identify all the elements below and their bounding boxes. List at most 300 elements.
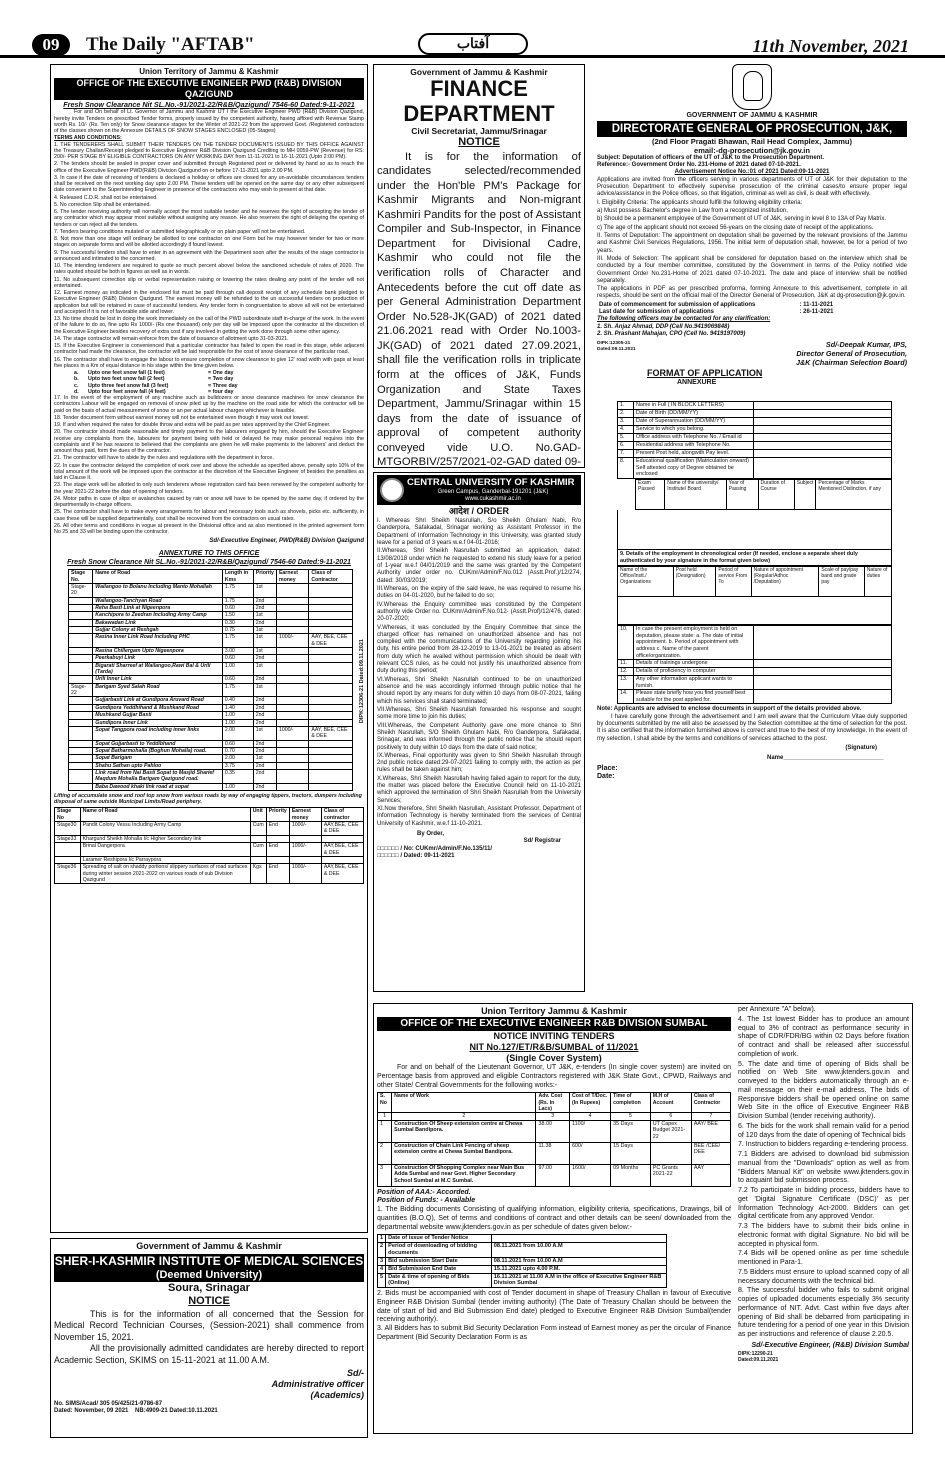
table-cell: 2.00 bbox=[222, 726, 253, 740]
paragraph: 16. The contractor shall have to engage the labour to ensure completion of snow clearance to give 12' road width with gaps at least five places in a Km of equal distance in his stage within the time given below. bbox=[54, 356, 364, 369]
table-cell: UT Capex Budget 2021-22 bbox=[650, 1120, 691, 1142]
newspaper-name: The Daily "AFTAB" bbox=[86, 34, 255, 55]
table-cell: 1 bbox=[378, 1120, 392, 1142]
sumbal-para-2: 2. Bids must be accompanied with cost of Tender document in shape of Treasury Challan in favour of Executive Engineer R&B Division Sumbal (tender inviting authority) (The Date of Treasury Challan should be between the date of start of bid and Bid Submission End date) pledged to Executive Engineer R&B Division Sumbal(tender receiving authority). bbox=[377, 1290, 731, 1324]
terms-list bbox=[54, 142, 364, 370]
column-header: Percentage of Marks Mentioned Distinction, if any bbox=[816, 479, 892, 509]
form-number: 8. bbox=[618, 458, 634, 479]
snow-timeline bbox=[74, 370, 364, 395]
form-row bbox=[618, 450, 892, 458]
date-cell: Date of commencement for submission of applications bbox=[599, 301, 756, 308]
table-cell: 1.00 bbox=[222, 662, 253, 676]
table-cell: Bigarati Sharreef at Wailangoo,Rawi Bal & Urili (Tarda) bbox=[93, 662, 223, 676]
table-cell: Bakawadan Link bbox=[93, 619, 223, 626]
table-cell: 0.60 bbox=[222, 605, 253, 612]
table-cell: Wailangoo-Tanchyan Road bbox=[93, 597, 223, 604]
column-number: 4 bbox=[570, 1113, 611, 1120]
table-cell bbox=[276, 655, 308, 662]
sumbal-notice: NOTICE INVITING TENDERS bbox=[493, 1031, 615, 1042]
table-cell bbox=[276, 648, 308, 655]
employment-table bbox=[617, 566, 892, 597]
table-cell bbox=[69, 634, 93, 648]
paragraph: I. Whereas Shri Sheikh Nasrullah, S/o Sheikh Ghulam Nabi, R/o Ganderpora, Safakadal, Srinagar working as Assistant Professor in the Department of Information Technology in this University, was granted study leave for a period of 3 years w.e.f 04-01-2016; bbox=[377, 518, 581, 547]
cuk-logo-icon bbox=[380, 478, 404, 502]
paragraph: 7.5 Bidders must ensure to upload scanned copy of all necessary documents with the technical bid. bbox=[738, 1268, 909, 1285]
paragraph: 5. The date and time of opening of Bids shall be notified on Web Site www.jktenders.gov.in and conveyed to the bidders automatically through an e-mail message on their e-mail address. The bids of Responsive bidders shall be opened online on same Web Site in the office of Executive Engineer R&B Division Sumbal (tender receiving authority). bbox=[738, 1060, 909, 1120]
table-cell bbox=[309, 697, 353, 704]
dgp-dates bbox=[597, 302, 845, 317]
table-cell bbox=[276, 755, 308, 762]
snow-depth: Upto three feet snow fall (3 feet) bbox=[88, 382, 169, 389]
table-row bbox=[69, 662, 353, 676]
form-label: Date of Superannuation (DD/MM/YY) bbox=[634, 418, 754, 426]
annex-title: ANNEXTURE TO THIS OFFICE bbox=[158, 549, 260, 557]
table-cell bbox=[266, 835, 289, 842]
table-cell bbox=[69, 704, 93, 711]
table-cell: 3.00 bbox=[222, 648, 253, 655]
table-cell: 1st bbox=[253, 583, 276, 597]
table-row bbox=[69, 583, 353, 597]
table-cell: Stage33 bbox=[55, 835, 81, 842]
table-cell: 1.75 bbox=[222, 683, 253, 697]
table-cell: Kgs bbox=[250, 864, 266, 884]
cuk-registrar-sig: Sd/ Registrar bbox=[523, 838, 561, 845]
dgp-place-label: Place: bbox=[597, 764, 618, 772]
sumbal-ut: Union Territory Jammu & Kashmir bbox=[481, 1006, 627, 1016]
table-cell bbox=[650, 1142, 691, 1164]
table-cell: Shahu Sathan upto Pahloo bbox=[93, 762, 223, 769]
table-cell bbox=[309, 712, 353, 719]
table-row bbox=[69, 627, 353, 634]
table-cell: 2 bbox=[378, 1243, 386, 1258]
table-row bbox=[55, 835, 364, 842]
paragraph: 7.2 To participate in bidding process, bidders have to get 'Digital Signature Certificate (DSC)' as per Information Technology Act-2000. Bidders can get digital certificate from any approved Vendor. bbox=[738, 1187, 909, 1221]
table-cell bbox=[309, 597, 353, 604]
table-cell: 3 bbox=[378, 1257, 386, 1265]
table-cell: 08.11.2021 from 10.00 A.M bbox=[491, 1243, 666, 1258]
table-cell: Sopat Barigam bbox=[93, 755, 223, 762]
table-cell bbox=[55, 843, 81, 857]
paragraph: XI.Now therefore, Shri Sheikh Nasrullah, Assistant Professor, Department of Information Technology is hereby terminated from the services of Central University of Kashmir, w.e.f 11-10-2021. bbox=[377, 806, 581, 827]
table-cell: Stage-20 bbox=[69, 583, 93, 597]
dgp-reference: Reference:- Government Order No. 231-Home of 2021 dated 07-10-2021. bbox=[597, 162, 801, 169]
table-cell: 15 Days bbox=[611, 1142, 651, 1164]
form-number: 3. bbox=[618, 418, 634, 426]
table-cell bbox=[321, 835, 363, 842]
skims-subtitle: (Deemed University) bbox=[54, 1269, 364, 1282]
page-number: 09 bbox=[32, 34, 70, 56]
ut-heading: Union Territory of Jammu & Kashmir bbox=[139, 67, 279, 76]
cuk-ref-no: □□□□□□ / No: CUKmr/Admin/F.No.135/11/ bbox=[377, 845, 493, 852]
table-cell: 2nd bbox=[253, 676, 276, 683]
table-header-row bbox=[378, 1093, 731, 1113]
paragraph: 12. Earnest money as indicated in the enclosed list must be paid through call deposit receipt of any schedule bank pledged to Executive Engineer (R&B) Division Qazigund. The earnest money will be refunded to the un successful tenders on production of application but will be retained in case of successful tenders. Any tender form in congruentation to above all will not be entertained and accepted if it is not of favorable side and lower. bbox=[54, 290, 364, 315]
table-cell: 600/ bbox=[570, 1142, 611, 1164]
table-cell bbox=[69, 597, 93, 604]
date-cell: : 26-11-2021 bbox=[799, 309, 834, 316]
skims-sig-1: Sd/- bbox=[347, 1367, 364, 1378]
table-cell: Stage-22 bbox=[69, 683, 93, 697]
table-cell: 1.40 bbox=[222, 704, 253, 711]
table-cell bbox=[309, 769, 353, 783]
table-cell bbox=[309, 719, 353, 726]
table-cell: AAY, BEE, CEE & DEE bbox=[309, 726, 353, 740]
form-row bbox=[618, 418, 892, 426]
column-number: 1 bbox=[378, 1113, 392, 1120]
table-cell: 2nd bbox=[253, 655, 276, 662]
form-label: Service to which you belong. bbox=[634, 426, 754, 434]
table-cell bbox=[276, 627, 308, 634]
paragraph: 24. Motor paths in case of slips or avalanches caused by rain or snow will have to be opened by the same day, if ordered by the departmentally in-charge officers. bbox=[54, 495, 364, 509]
table-cell: Spreading of salt on shaddy portions/ slippery surfaces of road surfaces during winter session 2021-2022 on various roads of sub Division Qazigund bbox=[80, 864, 250, 884]
table-cell bbox=[276, 769, 308, 783]
table-cell: Cum bbox=[250, 822, 266, 836]
table-cell: 2 bbox=[378, 1142, 392, 1164]
table-cell: 0.75 bbox=[222, 627, 253, 634]
dgp-gov: GOVERNMENT OF JAMMU & KASHMIR bbox=[686, 112, 818, 119]
paragraph: VI.Whereas, Shri Sheikh Nasrullah continued to be on unauthorized absence and he was accordingly informed through public notice that he should report by any means for duty within 10 days from 08-07-2021, failing which his services shall stand terminated; bbox=[377, 676, 581, 705]
column-header: Earnest money bbox=[276, 570, 308, 584]
table-cell bbox=[69, 697, 93, 704]
paragraph: 8. Not more than one stage will ordinary be allotted to one contractor on one Form but he may however tender for two or more stages on separate forms and will be allotted accordingly if found lowest. bbox=[54, 236, 364, 249]
table-cell bbox=[309, 583, 353, 597]
dgp-format-title: FORMAT OF APPLICATION bbox=[647, 367, 763, 378]
table-cell bbox=[276, 740, 308, 747]
table-cell: 2nd bbox=[253, 719, 276, 726]
paragraph: 23. The stage work will be allotted to only such tenderers whose registration card has been renewed by the competent authority for the year 2021-22 before the date of opening of tenders. bbox=[54, 482, 364, 495]
paragraph: The applications in PDF as per prescribed proforma, forming Annexure to this advertisement, complete in all respects, should be sent on the official mail of the Director General of Prosecution, J&K at dg-prosecution@jk.gov.in. bbox=[597, 286, 907, 300]
newspaper-logo: آفتاب bbox=[418, 33, 528, 55]
table-cell: Laramer Reshipora I/c Parraypora bbox=[80, 856, 250, 863]
dgp-contact-title: The following officers may be contacted for any clarification: bbox=[597, 316, 771, 323]
table-row bbox=[55, 864, 364, 884]
education-blank-area bbox=[617, 510, 892, 550]
date-row bbox=[597, 302, 845, 309]
cuk-campus: Green Campus, Ganderbal-191201 (J&K) bbox=[437, 488, 549, 495]
skims-para-2: All the provisionally admitted candidates are hereby directed to report Academic Section, SKIMS on 15-11-2021 at 11.00 A.M. bbox=[54, 1343, 364, 1365]
table-cell bbox=[309, 762, 353, 769]
dgp-paragraphs bbox=[597, 177, 907, 301]
table-cell: 0.40 bbox=[222, 697, 253, 704]
skims-nb: NB:4909-21 Dated:10.11.2021 bbox=[135, 1408, 218, 1415]
form-answer-blank bbox=[754, 668, 892, 676]
table-cell bbox=[276, 605, 308, 612]
table-cell bbox=[309, 755, 353, 762]
table-cell bbox=[69, 783, 93, 790]
dgp-sig-3: J&K (Chairman Selection Board) bbox=[795, 357, 907, 367]
skims-ref-no: No. SIMS/Acad/ 305 05/425/21-9786-87 bbox=[54, 1400, 163, 1407]
table-cell: Sopat Gujjarbasti to Yeddibhand bbox=[93, 740, 223, 747]
form-label: Present Post held, alongwith Pay level. bbox=[634, 450, 754, 458]
table-cell: 2nd bbox=[253, 769, 276, 783]
table-cell: BEE /CEE/ DEE bbox=[691, 1142, 730, 1164]
table-cell: AAY,BEE, CEE & DEE bbox=[321, 822, 363, 836]
sumbal-tender bbox=[373, 1003, 913, 1434]
table-row bbox=[55, 856, 364, 863]
table-cell: 0.60 bbox=[222, 676, 253, 683]
paragraph: 7.1 Bidders are advised to download bid submission manual from the "Downloads" option as well as from "Bidders Manual Kit" on website www.jktenders.gov.in to acquaint bid submission process. bbox=[738, 1151, 909, 1185]
table-row bbox=[55, 843, 364, 857]
form-answer-blank bbox=[754, 426, 892, 434]
form-label: Details of trainings undergone bbox=[634, 660, 754, 668]
pwd-qazigund-tender bbox=[50, 64, 368, 1233]
form-number: 1. bbox=[618, 402, 634, 410]
paragraph: 22. In case the contractor delayed the completion of work over and above the schedule as specified above, penalty upto 10% of the total amount of the work will be imposed upon the contractor at the discretion of the Executive Engineer of besides the penalties as laid in Clause II. bbox=[54, 462, 364, 482]
snow-depth: Upto two feet snow fall (2 feet) bbox=[88, 376, 165, 383]
tender-intro: For and On behalf of Lt. Governor of Jammu and Kashmir UT I the Executive Engineer PWD (R&B) Division Qazigund, hereby invite Tenders on prescribed Tender forms, properly issued by the competent authority, having affixed with Revenue Stamp worth Rs. 10/- (Rs. Ten only) for Snow clearance stages for the Winter of 2021-22 from the approved Govt. /Registered contractors of the classes shown on the Annexure DETAILS OF SNOW STAGES ENCLOSED (05-Stages) bbox=[54, 109, 364, 135]
annex-nit: Fresh Snow Clearance Nit SL.No.-91/2021-22/R&B/Qazigund/ 7546-60 Dated:9-11-2021 bbox=[67, 558, 351, 566]
cuk-web: www.cukashmir.ac.in bbox=[465, 495, 521, 502]
finance-gov: Government of Jammu & Kashmir bbox=[410, 67, 548, 77]
annexure-table bbox=[68, 569, 353, 791]
cuk-title: CENTRAL UNIVERSITY OF KASHMIR bbox=[407, 477, 575, 488]
snow-days: = Three day bbox=[208, 382, 238, 389]
table-row bbox=[69, 762, 353, 769]
table-cell bbox=[69, 755, 93, 762]
column-header: Earnest money bbox=[289, 808, 321, 822]
paragraph: 7. Tenders bearing conditions mutated or submitted telegraphically or on plain paper will not be entertained. bbox=[54, 228, 306, 235]
column-header: Post held (Designation) bbox=[673, 567, 716, 597]
table-cell bbox=[276, 662, 308, 676]
form-answer-blank bbox=[754, 442, 892, 450]
dgp-advt-no: Advertisement Notice No.:01 of 2021 Dated:09-11-2021 bbox=[674, 169, 830, 176]
table-cell bbox=[309, 655, 353, 662]
paragraph: 8. The successful bidder who fails to submit original copies of uploaded documents especially 3% security performance of NIT. Advt. Cast within five days after opening of Bid shall be debarred from participating in future tendering for a period of one year in this Division as per instructions and reference of clause 2.20.5. bbox=[738, 1287, 909, 1338]
table-cell: Rasina Inner Link Road Including PHC bbox=[93, 634, 223, 648]
table-cell: Rasina Chillergam Upto Nigeenpora bbox=[93, 648, 223, 655]
number-row bbox=[378, 1113, 731, 1120]
table-cell: Pandit Colony Vessu Including Army Camp bbox=[80, 822, 250, 836]
sumbal-system: (Single Cover System) bbox=[506, 1053, 602, 1064]
table-row bbox=[69, 747, 353, 754]
dgp-dated: Dated:09.11.2021 bbox=[597, 347, 636, 353]
paragraph: III.Whereas, on the expiry of the said leave, he was required to resume his duties on 04-01-2020, but he failed to do so; bbox=[377, 585, 581, 600]
snow-key: a. bbox=[74, 370, 79, 377]
dgp-subject: Subject: Deputation of officers of the UT of J&K to the Prosecution Department. bbox=[597, 154, 825, 161]
column-header: Class of contractor bbox=[321, 808, 363, 822]
column-number: 2 bbox=[392, 1113, 536, 1120]
table-row bbox=[69, 648, 353, 655]
table-cell bbox=[309, 619, 353, 626]
paragraph: 26. All other terms and conditions in vogue at present in the Divisional office and as also mentioned in the printed agreement form No 25 and 33 will be binding upon the contractor. bbox=[54, 522, 364, 536]
paragraph: 4. The 1st lowest Bidder has to produce an amount equal to 3% of contract as performance security in shape of CDR/FDR/BG within 02 Days before fixation of contract and shall be released after successful completion of work. bbox=[738, 1015, 909, 1058]
skims-dated: Dated: November, 09 2021 bbox=[54, 1408, 129, 1415]
paragraph: 21. The contractor will have to abide by the rules and regulations with the department in force. bbox=[54, 455, 274, 462]
form-number: 14. bbox=[618, 690, 634, 704]
paragraph: 6. The tender receiving authority will normally accept the most suitable tender and he reserves the right of accepting the tender of any contractor which may appear most suitable without assigning any reason. He also reserves the right of delaying the opening of tenders or can reject all the tenders. bbox=[54, 209, 364, 228]
table-row bbox=[69, 619, 353, 626]
table-cell: AAY,BEE, CEE & DEE bbox=[321, 864, 363, 884]
paragraph: III. Mode of Selection: The applicant shall be considered for deputation based on the interview which shall be conducted by a four member committee, constituted by the Government in terms of the Policy notified vide Government Order No.231-Home of 2021 dated 07-10-2021. The date and place of interview shall be notified separately. bbox=[597, 255, 907, 284]
table-row bbox=[69, 719, 353, 726]
dgp-dipk: DIPK:12305-21 bbox=[597, 341, 631, 347]
table-cell: Mushkand Gujjar Basti bbox=[93, 712, 223, 719]
table-cell: 0.60 bbox=[222, 655, 253, 662]
table-cell bbox=[69, 619, 93, 626]
table-cell: 1000/- bbox=[289, 822, 321, 836]
paragraph: 19. If and when required the rates for double throw and extra will be paid as per rates approved by the Chief Engineer. bbox=[54, 422, 331, 429]
table-cell: Bid submission Start Date bbox=[386, 1257, 492, 1265]
date-cell: : 11-11-2021 bbox=[799, 301, 834, 308]
form-number: 11. bbox=[618, 660, 634, 668]
form-number: 4. bbox=[618, 426, 634, 434]
table-row bbox=[69, 704, 353, 711]
table-cell: 2nd bbox=[253, 619, 276, 626]
education-table bbox=[635, 479, 892, 510]
table-cell: End bbox=[266, 822, 289, 836]
table-cell: 2nd bbox=[253, 704, 276, 711]
table-cell: 1 bbox=[378, 1235, 386, 1243]
table-row bbox=[378, 1235, 667, 1243]
form-number: 6. bbox=[618, 442, 634, 450]
table-cell bbox=[276, 712, 308, 719]
table-cell: 4 bbox=[378, 1265, 386, 1273]
table-row bbox=[69, 676, 353, 683]
table-cell: 16.11.2021 at 11.00 A.M in the office of Executive Engineer R&B Division Sumbal bbox=[491, 1273, 666, 1288]
form-answer-blank bbox=[754, 676, 892, 690]
table-cell: Cum bbox=[250, 843, 266, 857]
table-header-row bbox=[69, 570, 353, 584]
table-cell bbox=[250, 835, 266, 842]
table-cell bbox=[276, 619, 308, 626]
form-row bbox=[618, 434, 892, 442]
table-cell: 1000/- bbox=[289, 843, 321, 857]
dgp-email: email:-dg-prosecution@jk.gov.in bbox=[694, 145, 810, 155]
table-header-row bbox=[636, 479, 892, 509]
finance-title: FINANCE DEPARTMENT bbox=[403, 76, 555, 126]
table-cell: Gundipora Yeddhihand & Mushkand Road bbox=[93, 704, 223, 711]
table-row bbox=[69, 783, 353, 790]
sumbal-signature: Sd/-Executive Engineer, (R&B) Division Sumbal bbox=[751, 1341, 909, 1349]
paragraph: 18. Tender document form without earnest money will not be entertained even though it may work out lowest. bbox=[54, 414, 310, 421]
dgp-advertisement: GOVERNMENT OF JAMMU & KASHMIR DIRECTORATE GENERAL OF PROSECUTION, J&K, (2nd Floor Pragati Bhawan, Rail Head Complex, Jammu) email:-dg-prosecution@jk.gov.in Subject: Deputation of officers of the UT of J&K to the Prosecution Department. Reference:- Government Order No. 231-Home of 2021 dated 07-10-2021. Advertisement Notice No.:01 of 2021 Dated:09-11-2021 Applications are invited from the officers serving in various departments of UT of J&K for their deputation to the Prosecution Department to effectively supervise prosecution of the criminal cases/to ensure proper legal advice/assistance in the Police offices, so that litigation, criminal as well as civil, is dealt with effectively. I. Eligibility Criteria: The applicants should fulfill the following eligibility criteria: a) Must possess Bachelor's degree in Law from a recognized institution, b) Should be a permanent employee of the Government of UT of J&K, serving in level 8 to 13A of Pay Matrix. c) The age of the applicant should not exceed 56-years on the closing date of receipt of the applications. II. Terms of Deputation: The appointment on deputation shall be governed by the relevant provisions of the Jammu and Kashmir Civil Services Regulations, 1956. The initial term of deputation shall, however, be for a period of two years. III. Mode of Selection: The applicant shall be considered for deputation based on the interview which shall be conducted by a four member committee, constituted by the Government in terms of the Policy notified vide Government Order No.231-Home of 2021 dated 07-10-2021. The date and place of interview shall be notified separately. The applications in PDF as per prescribed proforma, forming Annexure to this advertisement, complete in all respects, should be sent on the official mail of the Director General of Prosecution, J&K at dg-prosecution@jk.gov.in. Date of commencement for submission of applications : 11-11-2021 Last date for submission of applications : 26-11-2021 The following officers may be contacted for any clarification: 1. Sh. Anjaz Ahmad, DDP (Cell No.9419069848) 2. Sh. Prashant Mahajan, CPO (Cell No. 9419197009) DIPK:12305-21 Dated:09.11.2021 Sd/-Deepak Kumar, IPS, Director General of Prosecution, J&K (Chairman Selection Board) FORMAT OF APPLICATION ANNEXURE 1. Name in Full ( IN BLOCK LETTERS) 2. Date of Birth (DD/MM/YY) 3. Date of Superannuation (DD/MM/YY) 4. Service to which you belong. 5. Office address with Telephone No. / Email id 6. Residential address with Telephone No. 7. Present Post held, alongwith Pay level. 8. Educational qualification (Matriculation onward) Self attested copy of Degree obtained be enclosed Exam Passed Name of the university/ Institute/ Board Year of Passing Duration of Course Subject Percentage of Marks Mentioned Distinction, if any 9. Details of the employment in chronological order (If needed, enclose a separate sheet duly authenticated by your signature in the format given below) Name of the Office/Instt./ Organizations Post held (Designation) Period of service From To Nature of appointment (Regular/Adhoc /Deputation) Scale of pay/pay band and grade pay Nature of duties 10. In case the present employment is held on deputation, please state: a. The date of initial appointment. b. Period of appointment with address c. Name of the parent office/organization. 11. Details of trainings undergone 12. Details of proficiency in computer 13. Any other information applicant wants to furnish. 14. Please state briefly how you find yourself best suitable for the post applied for. Note: Applicants are advised to enclose documents in support of the details provided above. I have carefully gone through the advertisement and I am well aware that the Curriculum Vitae duly supported by documents submitted by me will also be assessed by the Selection committee at the time of selection for the post. It is also certified that the information furnished above is correct and true to the best of my knowledge. In the event of my selection, I shall abide by the terms and conditions of services attached to the post. (Signature) Name______________________________ Place: Date: bbox=[593, 64, 911, 996]
table-cell: Gundipora Inner Link bbox=[93, 719, 223, 726]
paragraph: c) The age of the applicant should not exceed 56-years on the closing date of receipt of the applications. bbox=[597, 224, 874, 231]
table-row bbox=[69, 634, 353, 648]
dgp-date-label: Date: bbox=[597, 773, 615, 781]
table-row bbox=[69, 740, 353, 747]
table-cell bbox=[266, 856, 289, 863]
column-header: S. No bbox=[378, 1093, 392, 1113]
table-cell bbox=[69, 747, 93, 754]
table-cell: 1600/ bbox=[570, 1164, 611, 1186]
form-row bbox=[618, 660, 892, 668]
table-header-row bbox=[55, 808, 364, 822]
paragraph: IV.Whereas the Enquiry committee was constituted by the Competent authority vide Order no. CUKmr/Admin/F.No.012- (Asstt.Prof)/12/476, dated: 20-07-2020; bbox=[377, 601, 581, 623]
table-cell bbox=[276, 719, 308, 726]
table-cell bbox=[309, 676, 353, 683]
table-cell bbox=[309, 605, 353, 612]
paragraph: 6. The bids for the work shall remain valid for a period of 120 days from the date of opening of Technical bids bbox=[738, 1122, 909, 1139]
column-header: Stage No bbox=[55, 808, 81, 822]
dgp-sig-2: Director General of Prosecution, bbox=[796, 349, 907, 359]
paragraph: 13. No time should be lost in doing the work immediately on the call of the PWD subordinate staff in-charge of the work. In the event of the failure to do so, fine upto Rs 1000/- (Rs one thousand) only per day will be imposed upon the contractor at the discretion of the Executive Engineer besides recovery of extra cost if any involved in getting the work done through some other agency. bbox=[54, 316, 364, 335]
column-header: Exam Passed bbox=[636, 479, 665, 509]
masthead bbox=[0, 0, 945, 58]
column-header: Length in Kms bbox=[222, 570, 253, 584]
dgp-name-label: Name bbox=[767, 755, 784, 762]
table-cell: Construction Of Sheep extension centre at Chewa Sumbal Bandipora. bbox=[392, 1120, 536, 1142]
sumbal-intro: For and on behalf of the Lieutenant Governor, UT J&K, e-tenders (In single cover system) are invited on Percentage basis from approved and eligible Contractors registered with J&K State Govt., CPWD, Railways and other State/ Central Governments for the following works:- bbox=[377, 1064, 731, 1089]
table-cell bbox=[69, 676, 93, 683]
table-cell bbox=[276, 704, 308, 711]
column-header: Priority bbox=[253, 570, 276, 584]
form-answer-blank bbox=[754, 402, 892, 410]
table-cell: 1.00 bbox=[222, 783, 253, 790]
sumbal-para-3: 3. All Bidders has to submit Bid Security Declaration Form instead of Earnest money as per the circular of Finance Department (Bid Security Declaration Form is as bbox=[377, 1325, 731, 1341]
skims-title: SHER-I-KASHMIR INSTITUTE OF MEDICAL SCIENCES bbox=[54, 1253, 364, 1268]
issue-date: 11th November, 2021 bbox=[752, 36, 909, 56]
paragraph: 1. Sh. Anjaz Ahmad, DDP (Cell No.9419069848) bbox=[597, 323, 730, 330]
column-header: Time of completion bbox=[611, 1093, 651, 1113]
table-row bbox=[69, 597, 353, 604]
table-cell bbox=[69, 605, 93, 612]
table-cell: 0.30 bbox=[222, 619, 253, 626]
table-cell bbox=[289, 856, 321, 863]
dgp-address: (2nd Floor Pragati Bhawan, Rail Head Complex, Jammu) bbox=[651, 136, 853, 146]
table-cell: 0.35 bbox=[222, 769, 253, 783]
dgp-annexure-label: ANNEXURE bbox=[677, 378, 717, 386]
table-header-row bbox=[618, 567, 892, 597]
table-cell: 2nd bbox=[253, 597, 276, 604]
skims-gov: Government of Jammu & Kashmir bbox=[136, 1241, 282, 1251]
table-cell: 2nd bbox=[253, 762, 276, 769]
form-row bbox=[618, 458, 892, 479]
table-cell bbox=[276, 762, 308, 769]
snow-key: c. bbox=[74, 382, 79, 389]
column-number: 5 bbox=[611, 1113, 651, 1120]
table-cell: Brinal Dangerpora bbox=[80, 843, 250, 857]
table-cell bbox=[309, 747, 353, 754]
table-cell: Date of issue of Tender Notice bbox=[386, 1235, 492, 1243]
table-cell bbox=[309, 662, 353, 676]
form-row bbox=[618, 402, 892, 410]
table-row bbox=[55, 822, 364, 836]
table-cell bbox=[69, 762, 93, 769]
column-header: Nature of duties bbox=[864, 567, 891, 597]
table-cell bbox=[309, 612, 353, 619]
finance-place: Civil Secretariat, Jammu/Srinagar bbox=[411, 125, 547, 136]
table-cell: Bid Submission End Date bbox=[386, 1265, 492, 1273]
paragraph: II. Terms of Deputation: The appointment on deputation shall be governed by the relevant provisions of the Jammu and Kashmir Civil Services Regulations, 1956. The initial term of deputation shall, however, be for a period of two years. bbox=[597, 232, 907, 254]
table-row bbox=[69, 769, 353, 783]
table-cell: Period of downloading of bidding documents bbox=[386, 1243, 492, 1258]
dgp-sig-1: Sd/-Deepak Kumar, IPS, bbox=[825, 340, 907, 350]
paragraph: 20. The contractor should made reasonable and timely payment to the labourers engaged by him, should the Executive Engineer receive any complaints from the, labourers for payment being with held or delayed he may make personal requires into the complaints and if he has reasons to believed that the complaints are given he will make payments to the laborers' and deduct the amount thus paid, form the dues of the contractor. bbox=[54, 429, 364, 455]
annexure-table-2 bbox=[54, 807, 364, 884]
table-cell bbox=[69, 726, 93, 740]
table-row bbox=[69, 605, 353, 612]
form-label: Office address with Telephone No. / Email id bbox=[634, 434, 754, 442]
table-cell bbox=[69, 740, 93, 747]
paragraph: V.Whereas, it was concluded by the Enquiry Committee that since the charged officer has remained on unauthorized absence and has not complied with the communications of the University regarding joining his duty, his entire period from 28-12-2019 to 13-01-2021 be treated as absent from duty which he availed without permission which should be dealt with relevant CCS rules, as he could not justify his unauthorized absence from duty during this period; bbox=[377, 624, 581, 675]
lifting-note: Lifting of accumulate snow and roof top snow from various roads by way of engaging tippers, tractors, dumpers including disposal of same outside Municipal Limits/Road periphery. bbox=[54, 792, 362, 806]
paragraph: VII.Whereas, Shri Sheikh Nasrullah forwarded his response and sought some more time to join his duties; bbox=[377, 706, 581, 721]
form-number: 5. bbox=[618, 434, 634, 442]
table-cell: 1000/- bbox=[289, 864, 321, 884]
table-cell bbox=[276, 583, 308, 597]
column-header: Scale of pay/pay band and grade pay bbox=[819, 567, 865, 597]
paragraph: b) Should be a permanent employee of the Government of UT of J&K, serving in level 8 to 13A of Pay Matrix. bbox=[597, 216, 887, 223]
column-header: Name of the Office/Instt./ Organizations bbox=[618, 567, 674, 597]
form-number: 12. bbox=[618, 668, 634, 676]
form-row bbox=[618, 442, 892, 450]
table-row bbox=[69, 697, 353, 704]
table-cell: End bbox=[266, 864, 289, 884]
form-row bbox=[618, 690, 892, 704]
form-number: 13. bbox=[618, 676, 634, 690]
table-row bbox=[378, 1164, 731, 1186]
